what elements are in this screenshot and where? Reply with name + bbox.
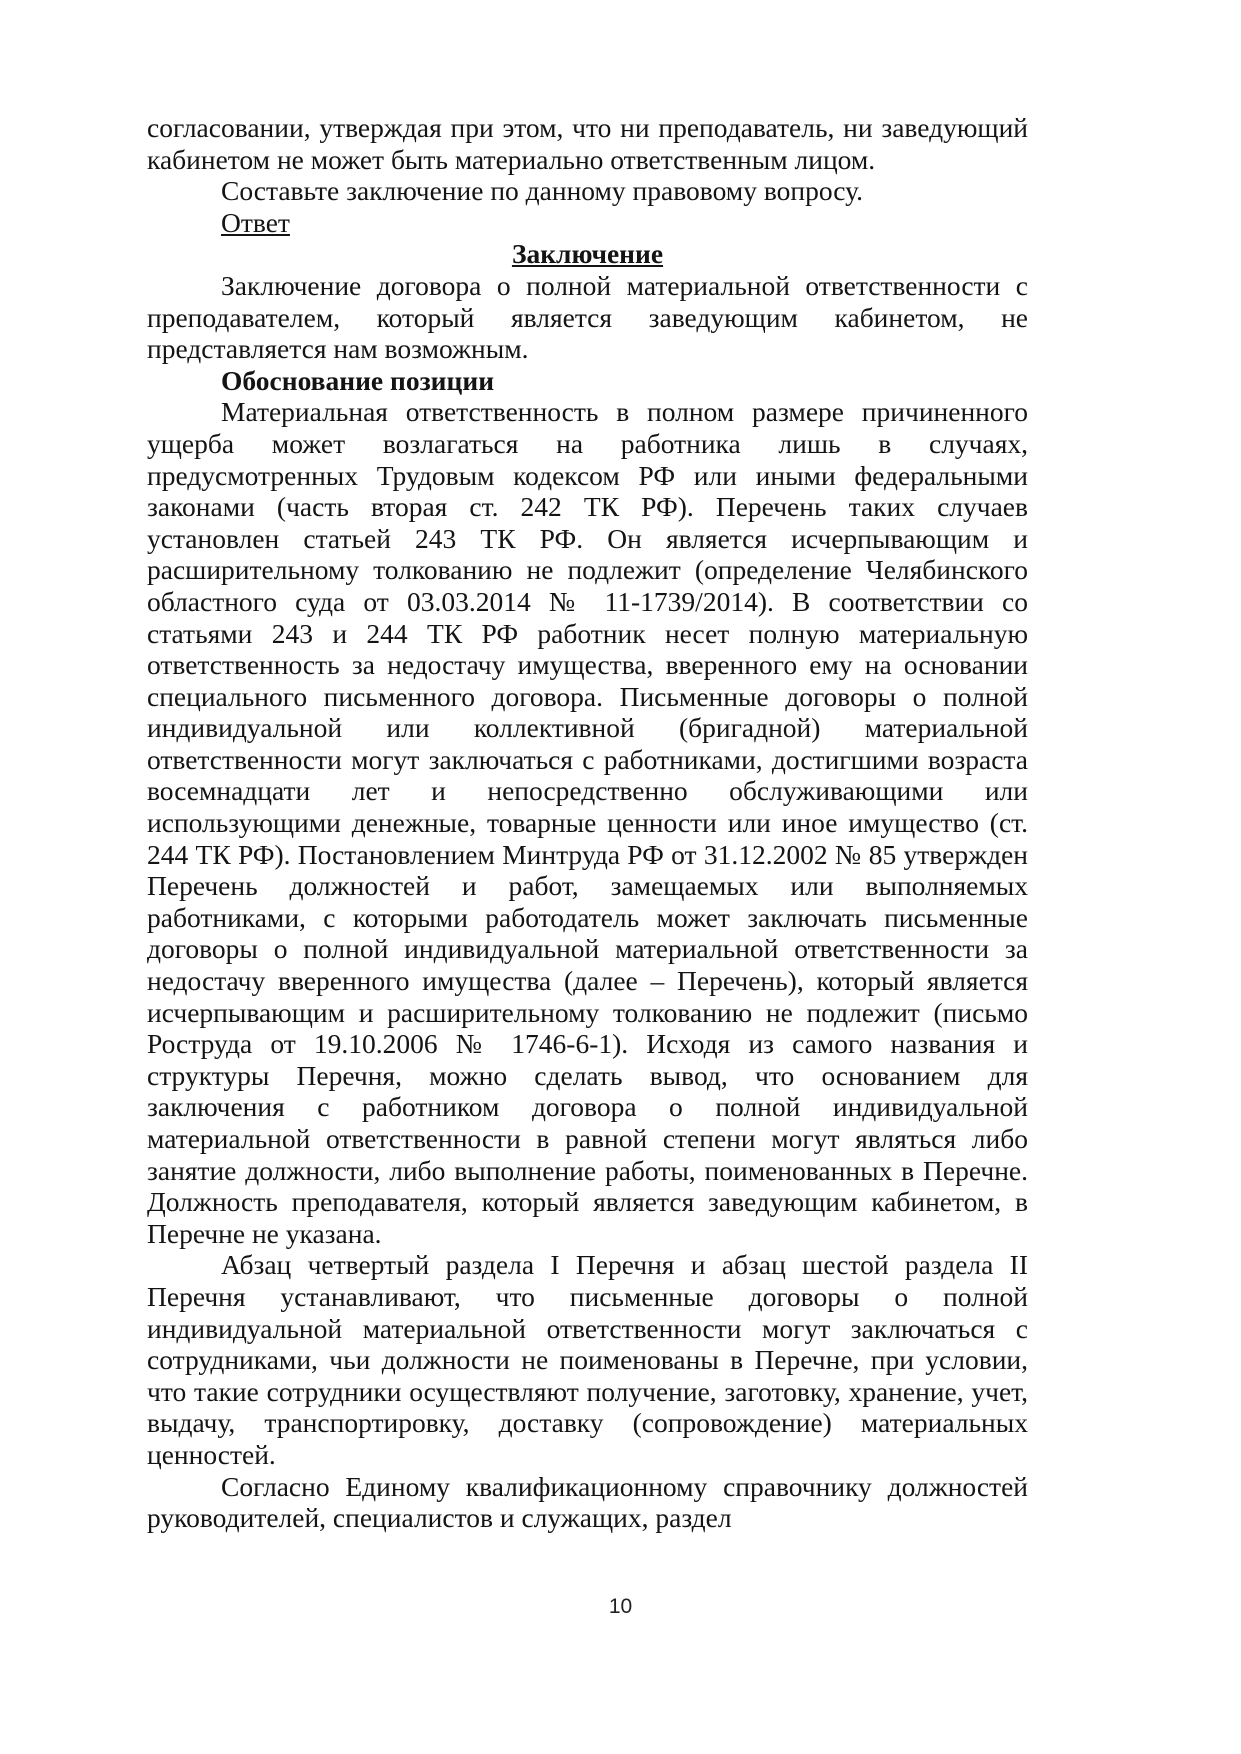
continuation-paragraph: согласовании, утверждая при этом, что ни преподаватель, ни заведующий кабинетом не может быть материально ответственным лицом.	[147, 112, 1028, 175]
body-paragraph: Материальная ответственность в полном размере причиненного ущерба может возлагаться на работника лишь в случаях, предусмотренных Трудовым кодексом РФ или иными федеральными законами (часть вторая ст. 242 ТК РФ). Перечень таких случаев установлен статьей 243 ТК РФ. Он является исчерпывающим и расширительному толкованию не подлежит (определение Челябинского областного суда от 03.03.2014 № 11-1739/2014). В соответствии со статьями 243 и 244 ТК РФ работник несет полную материальную ответственность за недостачу имущества, вверенного ему на основании специального письменного договора. Письменные договоры о полной индивидуальной или коллективной (бригадной) материальной ответственности могут заключаться с работниками, достигшими возраста восемнадцати лет и непосредственно обслуживающими или использующими денежные, товарные ценности или иное имущество (ст. 244 ТК РФ). Постановлением Минтруда РФ от 31.12.2002 № 85 утвержден Перечень должностей и работ, замещаемых или выполняемых работниками, с которыми работодатель может заключать письменные договоры о полной индивидуальной материальной ответственности за недостачу вверенного имущества (далее – Перечень), который является исчерпывающим и расширительному толкованию не подлежит (письмо Роструда от 19.10.2006 № 1746-6-1). Исходя из самого названия и структуры Перечня, можно сделать вывод, что основанием для заключения с работником договора о полной индивидуальной материальной ответственности в равной степени могут являться либо занятие должности, либо выполнение работы, поименованных в Перечне. Должность преподавателя, который является заведующим кабинетом, в Перечне не указана.	[147, 396, 1028, 1249]
rationale-heading: Обоснование позиции	[221, 364, 495, 396]
answer-link[interactable]: Ответ	[221, 206, 290, 238]
document-body	[147, 112, 1028, 1534]
body-paragraph: Согласно Единому квалификационному справочнику должностей руководителей, специалистов и служащих, раздел	[147, 1470, 1028, 1534]
task-paragraph: Составьте заключение по данному правовому вопросу.	[221, 175, 863, 207]
conclusion-title: Заключение	[511, 238, 664, 270]
conclusion-paragraph: Заключение договора о полной материальной ответственности с преподавателем, который является заведующим кабинетом, не представляется нам возможным.	[147, 269, 1028, 365]
body-paragraph: Абзац четвертый раздела I Перечня и абзац шестой раздела II Перечня устанавливают, что письменные договоры о полной индивидуальной материальной ответственности могут заключаться с сотрудниками, чьи должности не поименованы в Перечне, при условии, что такие сотрудники осуществляют получение, заготовку, хранение, учет, выдачу, транспортировку, доставку (сопровождение) материальных ценностей.	[147, 1249, 1028, 1470]
answer-label	[147, 207, 1028, 239]
page-number: 10	[608, 1595, 633, 1618]
